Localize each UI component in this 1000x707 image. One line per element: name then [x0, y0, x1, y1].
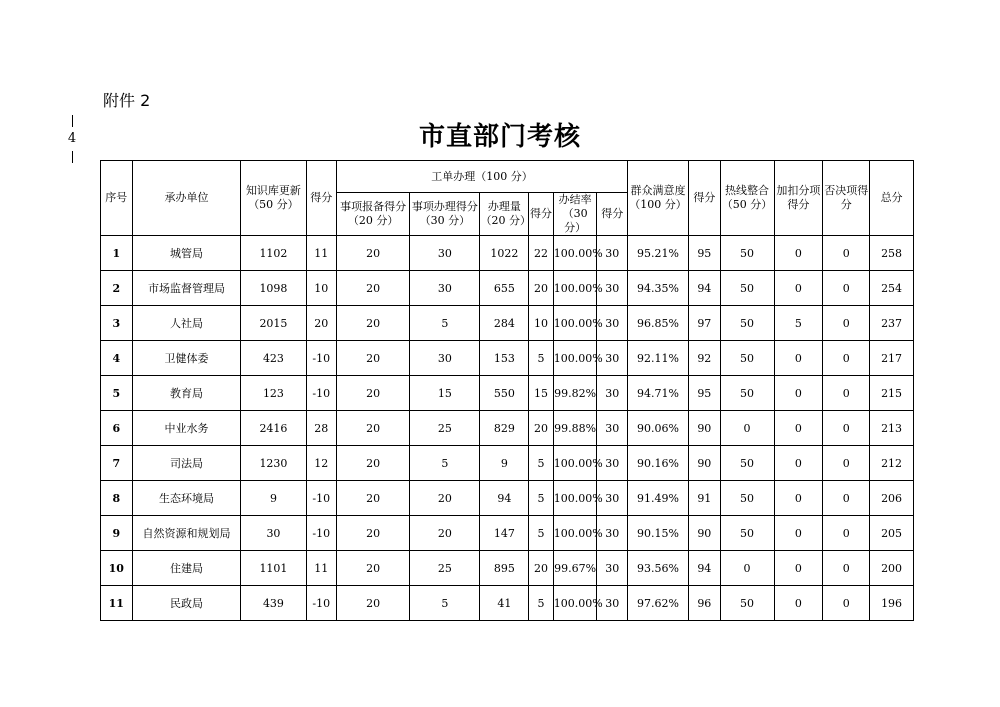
- table-row: [101, 411, 914, 446]
- cell-handle: 30: [410, 236, 480, 271]
- cell-volume: 895: [480, 551, 529, 586]
- cell-report: 20: [337, 481, 410, 516]
- cell-sat-score: 90: [689, 411, 721, 446]
- cell-bonus: 0: [774, 341, 823, 376]
- cell-seq: 9: [101, 516, 133, 551]
- table-row: [101, 586, 914, 621]
- cell-kb-score: 20: [306, 306, 337, 341]
- cell-kb-update: 123: [241, 376, 306, 411]
- cell-closing-rate: 99.88%: [553, 411, 597, 446]
- cell-volume: 41: [480, 586, 529, 621]
- header-seq: 序号: [101, 161, 133, 236]
- cell-seq: 6: [101, 411, 133, 446]
- cell-hotline: 50: [720, 516, 774, 551]
- cell-bonus: 5: [774, 306, 823, 341]
- cell-kb-update: 30: [241, 516, 306, 551]
- cell-volume: 284: [480, 306, 529, 341]
- cell-total: 215: [870, 376, 914, 411]
- cell-hotline: 50: [720, 586, 774, 621]
- table-row: [101, 446, 914, 481]
- cell-kb-update: 1102: [241, 236, 306, 271]
- cell-total: 212: [870, 446, 914, 481]
- cell-sat-score: 97: [689, 306, 721, 341]
- cell-unit: 住建局: [132, 551, 241, 586]
- cell-unit: 司法局: [132, 446, 241, 481]
- cell-volume: 655: [480, 271, 529, 306]
- cell-kb-score: 28: [306, 411, 337, 446]
- cell-volume-score: 5: [529, 446, 553, 481]
- cell-handle: 15: [410, 376, 480, 411]
- cell-kb-score: -10: [306, 586, 337, 621]
- cell-handle: 30: [410, 341, 480, 376]
- cell-report: 20: [337, 446, 410, 481]
- cell-veto: 0: [823, 341, 870, 376]
- cell-veto: 0: [823, 446, 870, 481]
- cell-seq: 7: [101, 446, 133, 481]
- cell-volume-score: 20: [529, 411, 553, 446]
- attachment-label: 附件 2: [103, 91, 151, 110]
- cell-handle: 25: [410, 551, 480, 586]
- cell-kb-update: 2416: [241, 411, 306, 446]
- cell-unit: 人社局: [132, 306, 241, 341]
- cell-bonus: 0: [774, 446, 823, 481]
- cell-sat-score: 92: [689, 341, 721, 376]
- cell-bonus: 0: [774, 586, 823, 621]
- cell-bonus: 0: [774, 376, 823, 411]
- table-row: [101, 306, 914, 341]
- table-row: [101, 516, 914, 551]
- table-body: [101, 236, 914, 621]
- cell-sat-score: 90: [689, 446, 721, 481]
- cell-bonus: 0: [774, 516, 823, 551]
- cell-veto: 0: [823, 271, 870, 306]
- header-veto: 否决项得分: [823, 161, 870, 236]
- header-total: 总分: [870, 161, 914, 236]
- cell-handle: 5: [410, 586, 480, 621]
- cell-hotline: 0: [720, 551, 774, 586]
- cell-rate-score: 30: [597, 481, 628, 516]
- cell-volume: 153: [480, 341, 529, 376]
- cell-volume: 1022: [480, 236, 529, 271]
- cell-rate-score: 30: [597, 516, 628, 551]
- cell-sat-score: 95: [689, 376, 721, 411]
- cell-kb-update: 2015: [241, 306, 306, 341]
- cell-closing-rate: 100.00%: [553, 236, 597, 271]
- cell-kb-score: 10: [306, 271, 337, 306]
- cell-unit: 中业水务: [132, 411, 241, 446]
- cell-total: 206: [870, 481, 914, 516]
- cell-total: 217: [870, 341, 914, 376]
- cell-satisfaction: 90.16%: [628, 446, 689, 481]
- cell-veto: 0: [823, 586, 870, 621]
- cell-kb-update: 9: [241, 481, 306, 516]
- cell-unit: 民政局: [132, 586, 241, 621]
- cell-rate-score: 30: [597, 376, 628, 411]
- cell-hotline: 0: [720, 411, 774, 446]
- cell-satisfaction: 93.56%: [628, 551, 689, 586]
- cell-closing-rate: 100.00%: [553, 516, 597, 551]
- cell-veto: 0: [823, 481, 870, 516]
- cell-report: 20: [337, 376, 410, 411]
- cell-bonus: 0: [774, 481, 823, 516]
- cell-rate-score: 30: [597, 446, 628, 481]
- cell-total: 205: [870, 516, 914, 551]
- cell-closing-rate: 100.00%: [553, 306, 597, 341]
- cell-closing-rate: 100.00%: [553, 481, 597, 516]
- cell-satisfaction: 94.35%: [628, 271, 689, 306]
- table-row: [101, 551, 914, 586]
- header-kb-score: 得分: [306, 161, 337, 236]
- cell-total: 254: [870, 271, 914, 306]
- cell-satisfaction: 95.21%: [628, 236, 689, 271]
- cell-closing-rate: 99.82%: [553, 376, 597, 411]
- header-handle: 事项办理得分（30 分）: [410, 193, 480, 236]
- cell-seq: 3: [101, 306, 133, 341]
- cell-veto: 0: [823, 411, 870, 446]
- cell-handle: 20: [410, 481, 480, 516]
- cell-report: 20: [337, 411, 410, 446]
- cell-volume: 9: [480, 446, 529, 481]
- cell-satisfaction: 90.06%: [628, 411, 689, 446]
- table-row: [101, 481, 914, 516]
- cell-seq: 10: [101, 551, 133, 586]
- cell-hotline: 50: [720, 376, 774, 411]
- cell-hotline: 50: [720, 341, 774, 376]
- cell-unit: 市场监督管理局: [132, 271, 241, 306]
- header-volume-score: 得分: [529, 193, 553, 236]
- cell-rate-score: 30: [597, 411, 628, 446]
- header-closing-rate: 办结率（30 分）: [553, 193, 597, 236]
- cell-veto: 0: [823, 516, 870, 551]
- cell-kb-score: -10: [306, 481, 337, 516]
- cell-satisfaction: 94.71%: [628, 376, 689, 411]
- cell-hotline: 50: [720, 481, 774, 516]
- header-unit: 承办单位: [132, 161, 241, 236]
- cell-report: 20: [337, 306, 410, 341]
- cell-closing-rate: 100.00%: [553, 586, 597, 621]
- cell-closing-rate: 100.00%: [553, 446, 597, 481]
- cell-hotline: 50: [720, 236, 774, 271]
- header-hotline: 热线整合（50 分）: [720, 161, 774, 236]
- cell-volume-score: 5: [529, 516, 553, 551]
- cell-seq: 4: [101, 341, 133, 376]
- table-row: [101, 341, 914, 376]
- cell-handle: 5: [410, 306, 480, 341]
- cell-kb-score: -10: [306, 516, 337, 551]
- cell-rate-score: 30: [597, 271, 628, 306]
- table-row: [101, 271, 914, 306]
- cell-report: 20: [337, 551, 410, 586]
- cell-sat-score: 94: [689, 271, 721, 306]
- cell-kb-score: -10: [306, 376, 337, 411]
- cell-unit: 生态环境局: [132, 481, 241, 516]
- cell-bonus: 0: [774, 411, 823, 446]
- cell-total: 237: [870, 306, 914, 341]
- cell-unit: 卫健体委: [132, 341, 241, 376]
- cell-kb-update: 439: [241, 586, 306, 621]
- cell-sat-score: 96: [689, 586, 721, 621]
- cell-kb-score: 11: [306, 236, 337, 271]
- cell-bonus: 0: [774, 236, 823, 271]
- cell-volume-score: 22: [529, 236, 553, 271]
- header-kb-update: 知识库更新（50 分）: [241, 161, 306, 236]
- cell-volume: 550: [480, 376, 529, 411]
- cell-volume: 147: [480, 516, 529, 551]
- cell-satisfaction: 92.11%: [628, 341, 689, 376]
- cell-report: 20: [337, 271, 410, 306]
- cell-unit: 自然资源和规划局: [132, 516, 241, 551]
- cell-kb-update: 1230: [241, 446, 306, 481]
- cell-total: 196: [870, 586, 914, 621]
- cell-rate-score: 30: [597, 236, 628, 271]
- cell-unit: 城管局: [132, 236, 241, 271]
- cell-kb-update: 1098: [241, 271, 306, 306]
- cell-satisfaction: 97.62%: [628, 586, 689, 621]
- cell-kb-update: 423: [241, 341, 306, 376]
- cell-report: 20: [337, 516, 410, 551]
- cell-hotline: 50: [720, 271, 774, 306]
- cell-total: 213: [870, 411, 914, 446]
- header-work-order: 工单办理（100 分）: [337, 161, 628, 193]
- cell-handle: 20: [410, 516, 480, 551]
- cell-volume-score: 20: [529, 551, 553, 586]
- cell-seq: 2: [101, 271, 133, 306]
- cell-handle: 25: [410, 411, 480, 446]
- cell-satisfaction: 91.49%: [628, 481, 689, 516]
- cell-volume-score: 5: [529, 341, 553, 376]
- cell-veto: 0: [823, 376, 870, 411]
- cell-volume-score: 5: [529, 481, 553, 516]
- cell-sat-score: 95: [689, 236, 721, 271]
- cell-volume-score: 20: [529, 271, 553, 306]
- cell-seq: 1: [101, 236, 133, 271]
- page-title: 市直部门考核: [418, 122, 581, 152]
- cell-total: 258: [870, 236, 914, 271]
- cell-seq: 11: [101, 586, 133, 621]
- cell-seq: 5: [101, 376, 133, 411]
- cell-unit: 教育局: [132, 376, 241, 411]
- cell-seq: 8: [101, 481, 133, 516]
- cell-volume-score: 15: [529, 376, 553, 411]
- cell-bonus: 0: [774, 551, 823, 586]
- cell-bonus: 0: [774, 271, 823, 306]
- cell-closing-rate: 99.67%: [553, 551, 597, 586]
- header-report: 事项报备得分（20 分）: [337, 193, 410, 236]
- header-sat-score: 得分: [689, 161, 721, 236]
- table-row: [101, 376, 914, 411]
- cell-sat-score: 90: [689, 516, 721, 551]
- cell-kb-score: 11: [306, 551, 337, 586]
- header-volume: 办理量（20 分）: [480, 193, 529, 236]
- header-satisfaction: 群众满意度（100 分）: [628, 161, 689, 236]
- cell-report: 20: [337, 236, 410, 271]
- cell-handle: 30: [410, 271, 480, 306]
- cell-sat-score: 91: [689, 481, 721, 516]
- cell-volume-score: 10: [529, 306, 553, 341]
- cell-volume-score: 5: [529, 586, 553, 621]
- header-bonus: 加扣分项得分: [774, 161, 823, 236]
- cell-report: 20: [337, 341, 410, 376]
- cell-handle: 5: [410, 446, 480, 481]
- cell-hotline: 50: [720, 446, 774, 481]
- page-number-text: 4: [67, 131, 77, 146]
- cell-satisfaction: 96.85%: [628, 306, 689, 341]
- cell-kb-score: 12: [306, 446, 337, 481]
- table-row: [101, 236, 914, 271]
- cell-veto: 0: [823, 236, 870, 271]
- cell-volume: 829: [480, 411, 529, 446]
- cell-rate-score: 30: [597, 341, 628, 376]
- cell-rate-score: 30: [597, 586, 628, 621]
- cell-total: 200: [870, 551, 914, 586]
- cell-rate-score: 30: [597, 551, 628, 586]
- cell-satisfaction: 90.15%: [628, 516, 689, 551]
- header-rate-score: 得分: [597, 193, 628, 236]
- cell-hotline: 50: [720, 306, 774, 341]
- cell-kb-score: -10: [306, 341, 337, 376]
- cell-rate-score: 30: [597, 306, 628, 341]
- cell-veto: 0: [823, 551, 870, 586]
- cell-sat-score: 94: [689, 551, 721, 586]
- cell-closing-rate: 100.00%: [553, 341, 597, 376]
- cell-kb-update: 1101: [241, 551, 306, 586]
- cell-volume: 94: [480, 481, 529, 516]
- cell-closing-rate: 100.00%: [553, 271, 597, 306]
- cell-report: 20: [337, 586, 410, 621]
- cell-veto: 0: [823, 306, 870, 341]
- assessment-table: [100, 160, 914, 621]
